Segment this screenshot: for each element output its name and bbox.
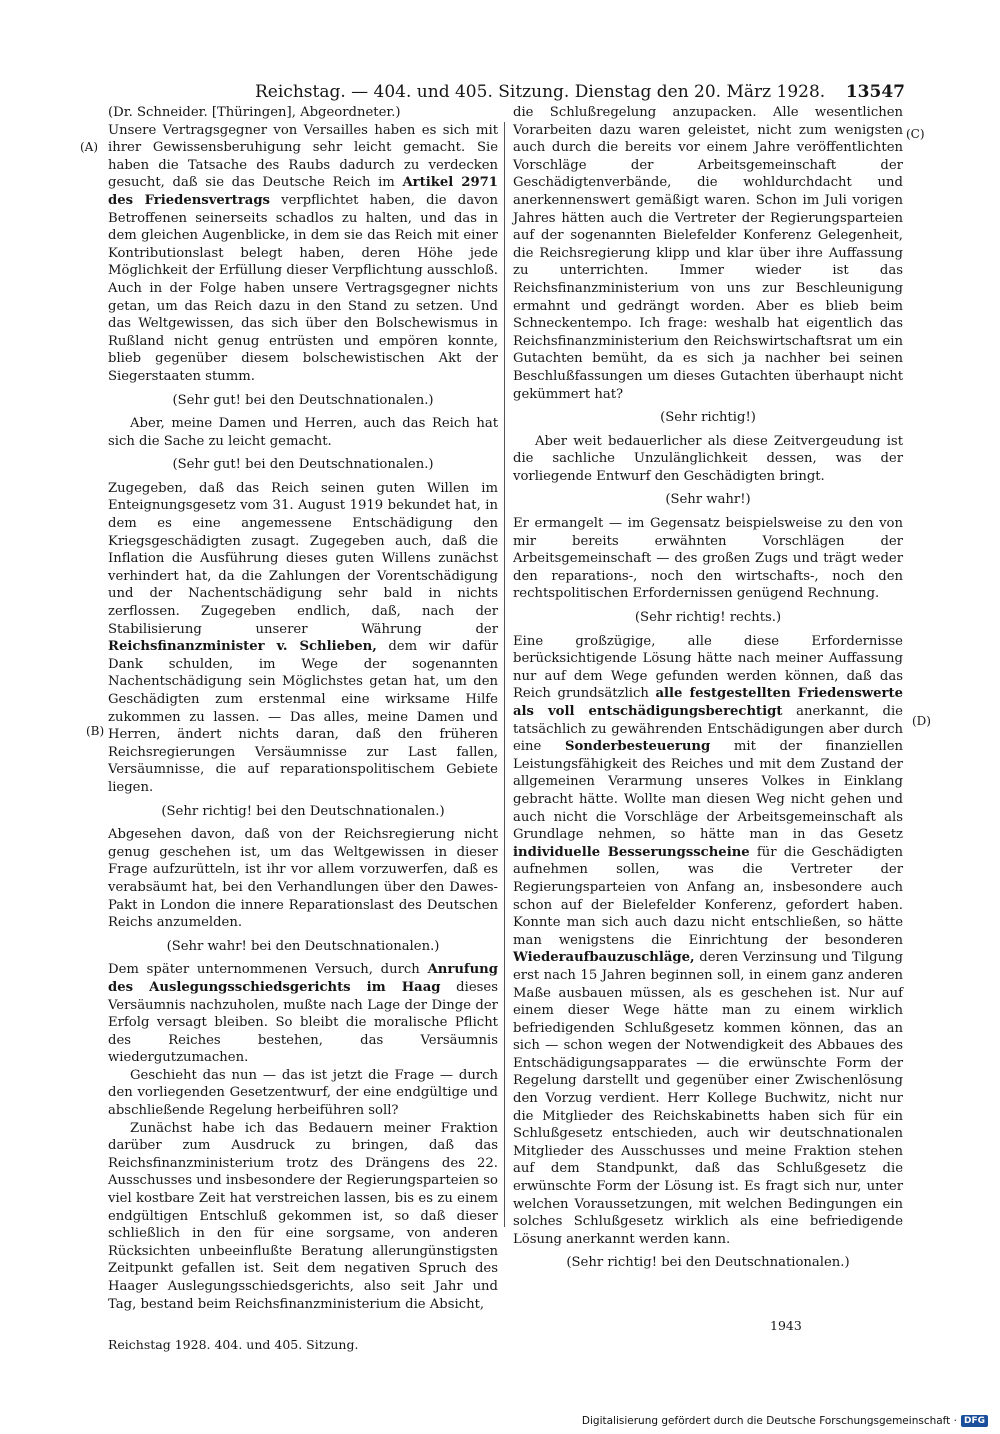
paragraph: Unsere Vertragsgegner von Versailles haben es sich mit ihrer Gewissensberuhigung sehr leicht gemacht. Sie haben die Tatsache des Raubs dadurch zu verdecken gesucht, daß sie das Deutsche Reich im Artikel 2971 des Friedensvertrags verpflichtet haben, die davon Betroffenen seinerseits schadlos zu halten, und das in dem gleichen Augenblicke, in dem sie das Reich mit einer Kontributionslast belegt haben, deren Höhe jede Möglichkeit der Erfüllung dieser Verpflichtung ausschloß. Auch in der Folge haben unsere Vertragsgegner nichts getan, um das Reich dazu in den Stand zu setzen. Und das Weltgewissen, das sich über den Bolschewismus in Rußland nicht genug entrüsten und empören konnte, blieb gegenüber diesem bolschewistischen Akt der Siegerstaaten stumm. — [108, 122, 498, 384]
audience-reaction: (Sehr wahr!) — [665, 492, 751, 508]
margin-marker-d: (D) — [912, 714, 931, 728]
paragraph: Eine großzügige, alle diese Erfordernisse berücksichtigende Lösung hätte nach meiner Auffassung nur auf dem Wege gefunden werden können, daß das Reich grundsätzlich alle festgestellten Friedenswerte als voll entschädigungsberechtigt anerkannt, die tatsächlich zu gewährenden Entschädigungen aber durch eine Sonderbesteuerung mit der finanziellen Leistungsfähigkeit des Reiches und mit dem Zustand der allgemeinen Verarmung unseres Volkes in Einklang gebracht hätte. Wollte man diesen Weg nicht gehen und auch nicht die Vorschläge der Arbeitsgemeinschaft als Grundlage nehmen, so hätte man in das Gesetz individuelle Besserungsscheine für die Geschädigten aufnehmen sollen, was die Vertreter der Regierungsparteien von Anfang an, insbesondere auch schon auf der Bielefelder Konferenz, gefordert haben. Konnte man sich auch dazu nicht entschließen, so hätte man wenigstens die Einrichtung der besonderen Wiederaufbauzuschläge, deren Verzinsung und Tilgung erst nach 15 Jahren beginnen soll, in einem ganz anderen Maße ausbauen müssen, als es geschehen ist. Nur auf einem dieser Wege hätte man zu einem wirklich befriedigenden Schlußgesetz kommen können, das an sich — schon wegen der Notwendigkeit des Abbaues des Entschädigungsapparates — die erwünschte Form der Regelung darstellt und gegenüber einer Zwischenlösung den Vorzug verdient. Herr Kollege Buchwitz, nicht nur die Mitglieder des Reichskabinetts haben sich für ein Schlußgesetz entschieden, auch wir deutschnationalen Mitglieder des Ausschusses und meine Fraktion stehen auf dem Standpunkt, daß das Schlußgesetz die erwünschte Form der Lösung ist. Es fragt sich nur, unter welchen Voraussetzungen, mit welchen Bedingungen ein solches Schlußgesetz wirklich als eine befriedigende Lösung anerkannt werden kann. — [513, 633, 903, 1247]
audience-reaction: (Sehr gut! bei den Deutschnationalen.) — [172, 457, 434, 473]
paragraph: Geschieht das nun — das ist jetzt die Frage — durch den vorliegenden Gesetzentwurf, der eine endgültige und abschließende Regelung herbeiführen soll? — [108, 1067, 498, 1119]
footer-session-line: Reichstag 1928. 404. und 405. Sitzung. — [108, 1337, 359, 1352]
paragraph: Zugegeben, daß das Reich seinen guten Willen im Enteignungsgesetz vom 31. August 1919 bekundet hat, in dem es eine angemessene Entschädigung den Kriegsgeschädigten zusagt. Zugegeben auch, daß die Inflation die Ausführung dieses guten Willens zunächst verhindert hat, da die Zahlungen der Vorentschädigung und der Nachentschädigung sehr bald in nichts zerflossen. Zugegeben endlich, daß, nach der Stabilisierung unserer Währung der Reichsfinanzminister v. Schlieben, dem wir dafür Dank schulden, im Wege der sogenannten Nachentschädigung sein Möglichstes getan hat, um den Geschädigten zum erstenmal eine wirksame Hilfe zukommen zu lassen. — Das alles, meine Damen und Herren, ändert nichts daran, daß den früheren Reichsregierungen Versäumnisse zur Last fallen, Versäumnisse, die auf reparationspolitischem Gebiete liegen. — [108, 480, 498, 795]
audience-reaction: (Sehr richtig!) — [660, 410, 756, 426]
audience-reaction: (Sehr richtig! bei den Deutschnationalen.) — [161, 803, 445, 819]
footer-page-number: 1943 — [770, 1318, 802, 1333]
margin-marker-c: (C) — [906, 127, 925, 141]
running-header — [255, 80, 905, 104]
column-divider — [504, 122, 505, 1227]
credit-text: Digitalisierung gefördert durch die Deutsche Forschungsgemeinschaft · — [581, 1415, 957, 1427]
audience-reaction: (Sehr gut! bei den Deutschnationalen.) — [172, 392, 434, 408]
audience-reaction: (Sehr richtig! rechts.) — [634, 610, 782, 626]
audience-reaction: (Sehr wahr! bei den Deutschnationalen.) — [166, 938, 440, 954]
paragraph: Dem später unternommenen Versuch, durch Anrufung des Auslegungsschiedsgerichts im Haag dieses Versäumnis nachzuholen, mußte nach Lage der Dinge der Erfolg versagt bleiben. So bleibt die moralische Pflicht des Reiches bestehen, das Versäumnis wiedergutzumachen. — [108, 962, 498, 1066]
running-title: Reichstag. — 404. und 405. Sitzung. Dienstag den 20. März 1928. — [255, 82, 826, 102]
paragraph: die Schlußregelung anzupacken. Alle wesentlichen Vorarbeiten dazu waren geleistet, nicht zum wenigsten auch durch die bereits vor einem Jahre veröffentlichten Vorschläge der Arbeitsgemeinschaft der Geschädigtenverbände, die wohldurchdacht und anerkennenswert gemäßigt waren. Schon im Juli vorigen Jahres hätten auch die Vertreter der Regierungsparteien auf der sogenannten Bielefelder Konferenz Gelegenheit, die Reichsregierung klipp und klar über ihre Auffassung zu unterrichten. Immer wieder ist das Reichsfinanzministerium von uns zur Beschleunigung ermahnt und gedrängt worden. Aber es blieb beim Schneckentempo. Ich frage: weshalb hat eigentlich das Reichsfinanzministerium den Reichswirtschaftsrat um ein Gutachten bemüht, da es sich ja nachher bei seinen Beschlußfassungen um dieses Gutachten überhaupt nicht gekümmert hat? — [513, 105, 903, 402]
margin-marker-b: (B) — [86, 724, 105, 738]
paragraph: Aber, meine Damen und Herren, auch das Reich hat sich die Sache zu leicht gemacht. — [108, 416, 498, 449]
paragraph: Aber weit bedauerlicher als diese Zeitvergeudung ist die sachliche Unzulänglichkeit dessen, was der vorliegende Entwurf den Geschädigten bringt. — [513, 433, 903, 484]
page-number: 13547 — [845, 82, 905, 102]
right-column — [513, 104, 903, 1278]
paragraph: Zunächst habe ich das Bedauern meiner Fraktion darüber zum Ausdruck zu bringen, daß das Reichsfinanzministerium trotz des Drängens des 22. Ausschusses und insbesondere der Regierungsparteien so viel kostbare Zeit hat verstreichen lassen, bis es zu einem endgültigen Entschluß gekommen ist, so daß dieser schließlich in den für eine sorgsame, von anderen Rücksichten unbeeinflußte Beratung allerungünstigsten Zeitpunkt gefallen ist. Seit dem negativen Spruch des Haager Auslegungsschiedsgerichts, also seit Jahr und Tag, bestand beim Reichsfinanzministerium die Absicht, — [108, 1120, 498, 1312]
audience-reaction: (Sehr richtig! bei den Deutschnationalen.) — [566, 1255, 850, 1271]
speaker-attribution: (Dr. Schneider. [Thüringen], Abgeordneter.) — [108, 105, 401, 120]
digitization-credit — [582, 1414, 988, 1428]
paragraph: Er ermangelt — im Gegensatz beispielsweise zu den von mir bereits erwähnten Vorschlägen der Arbeitsgemeinschaft — des großen Zugs und trägt weder den reparations-, noch den wirtschafts-, noch den rechtspolitischen Erfordernissen genügend Rechnung. — [513, 516, 903, 602]
paragraph: Abgesehen davon, daß von der Reichsregierung nicht genug geschehen ist, um das Weltgewissen in dieser Frage aufzurütteln, ist ihr vor allem vorzuwerfen, daß es verabsäumt hat, bei den Verhandlungen über den Dawes-Pakt in London die innere Reparationslast des Deutschen Reichs anzumelden. — [108, 827, 498, 931]
dfg-logo-icon: DFG — [961, 1415, 988, 1427]
left-column — [108, 104, 498, 1313]
margin-marker-a: (A) — [80, 140, 99, 154]
